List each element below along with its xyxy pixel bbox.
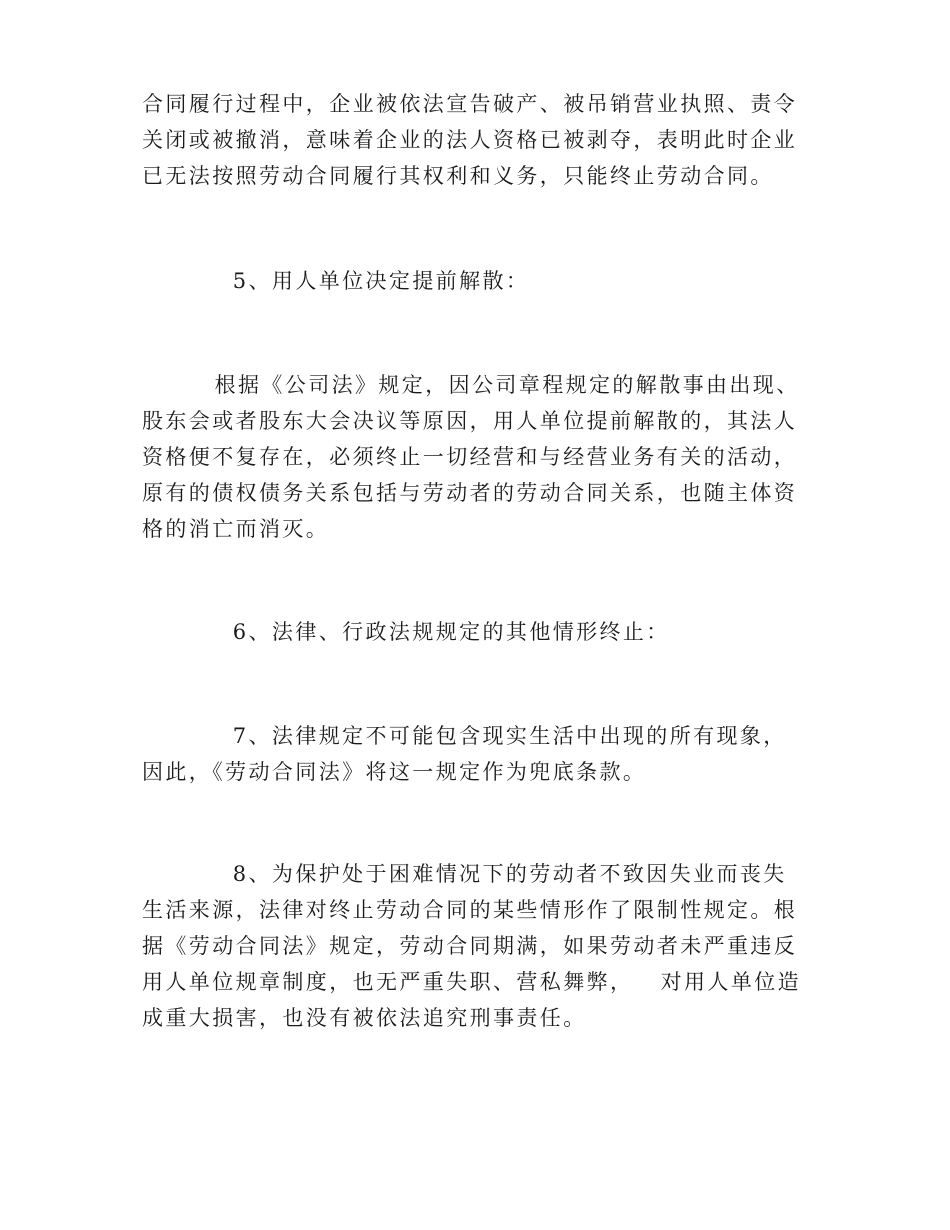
paragraph-1-line-2: 关闭或被撤消，意味着企业的法人资格已被剥夺，表明此时企业	[142, 128, 798, 152]
paragraph-1-line-1: 合同履行过程中，企业被依法宣告破产、被吊销营业执照、责令	[142, 92, 798, 116]
paragraph-2-line-1: 根据《公司法》规定，因公司章程规定的解散事由出现、	[142, 373, 800, 397]
paragraph-2-line-4: 原有的债权债务关系包括与劳动者的劳动合同关系，也随主体资	[142, 481, 798, 505]
paragraph-2-line-3: 资格便不复存在，必须终止一切经营和与经营业务有关的活动，	[142, 445, 798, 469]
section-heading-6: 6、法律、行政法规规定的其他情形终止：	[142, 620, 670, 644]
paragraph-8-line-2: 生活来源，法律对终止劳动合同的某些情形作了限制性规定。根	[142, 898, 798, 922]
paragraph-8-line-5: 成重大损害，也没有被依法追究刑事责任。	[142, 1006, 587, 1030]
paragraph-2-line-5: 格的消亡而消灭。	[142, 517, 330, 541]
paragraph-2-line-2: 股东会或者股东大会决议等原因，用人单位提前解散的，其法人	[142, 409, 798, 433]
paragraph-8-line-1: 8、为保护处于困难情况下的劳动者不致因失业而丧失	[142, 862, 787, 886]
paragraph-1-line-3: 已无法按照劳动合同履行其权利和义务，只能终止劳动合同。	[142, 164, 774, 188]
paragraph-8-line-4: 用人单位规章制度，也无严重失职、营私舞弊， 对用人单位造	[142, 970, 802, 994]
paragraph-7-line-2: 因此，《劳动合同法》将这一规定作为兜底条款。	[142, 760, 647, 784]
paragraph-8-line-3: 据《劳动合同法》规定，劳动合同期满，如果劳动者未严重违反	[142, 934, 798, 958]
section-heading-5: 5、用人单位决定提前解散：	[142, 269, 530, 293]
paragraph-7-line-1: 7、法律规定不可能包含现实生活中出现的所有现象，	[142, 724, 787, 748]
